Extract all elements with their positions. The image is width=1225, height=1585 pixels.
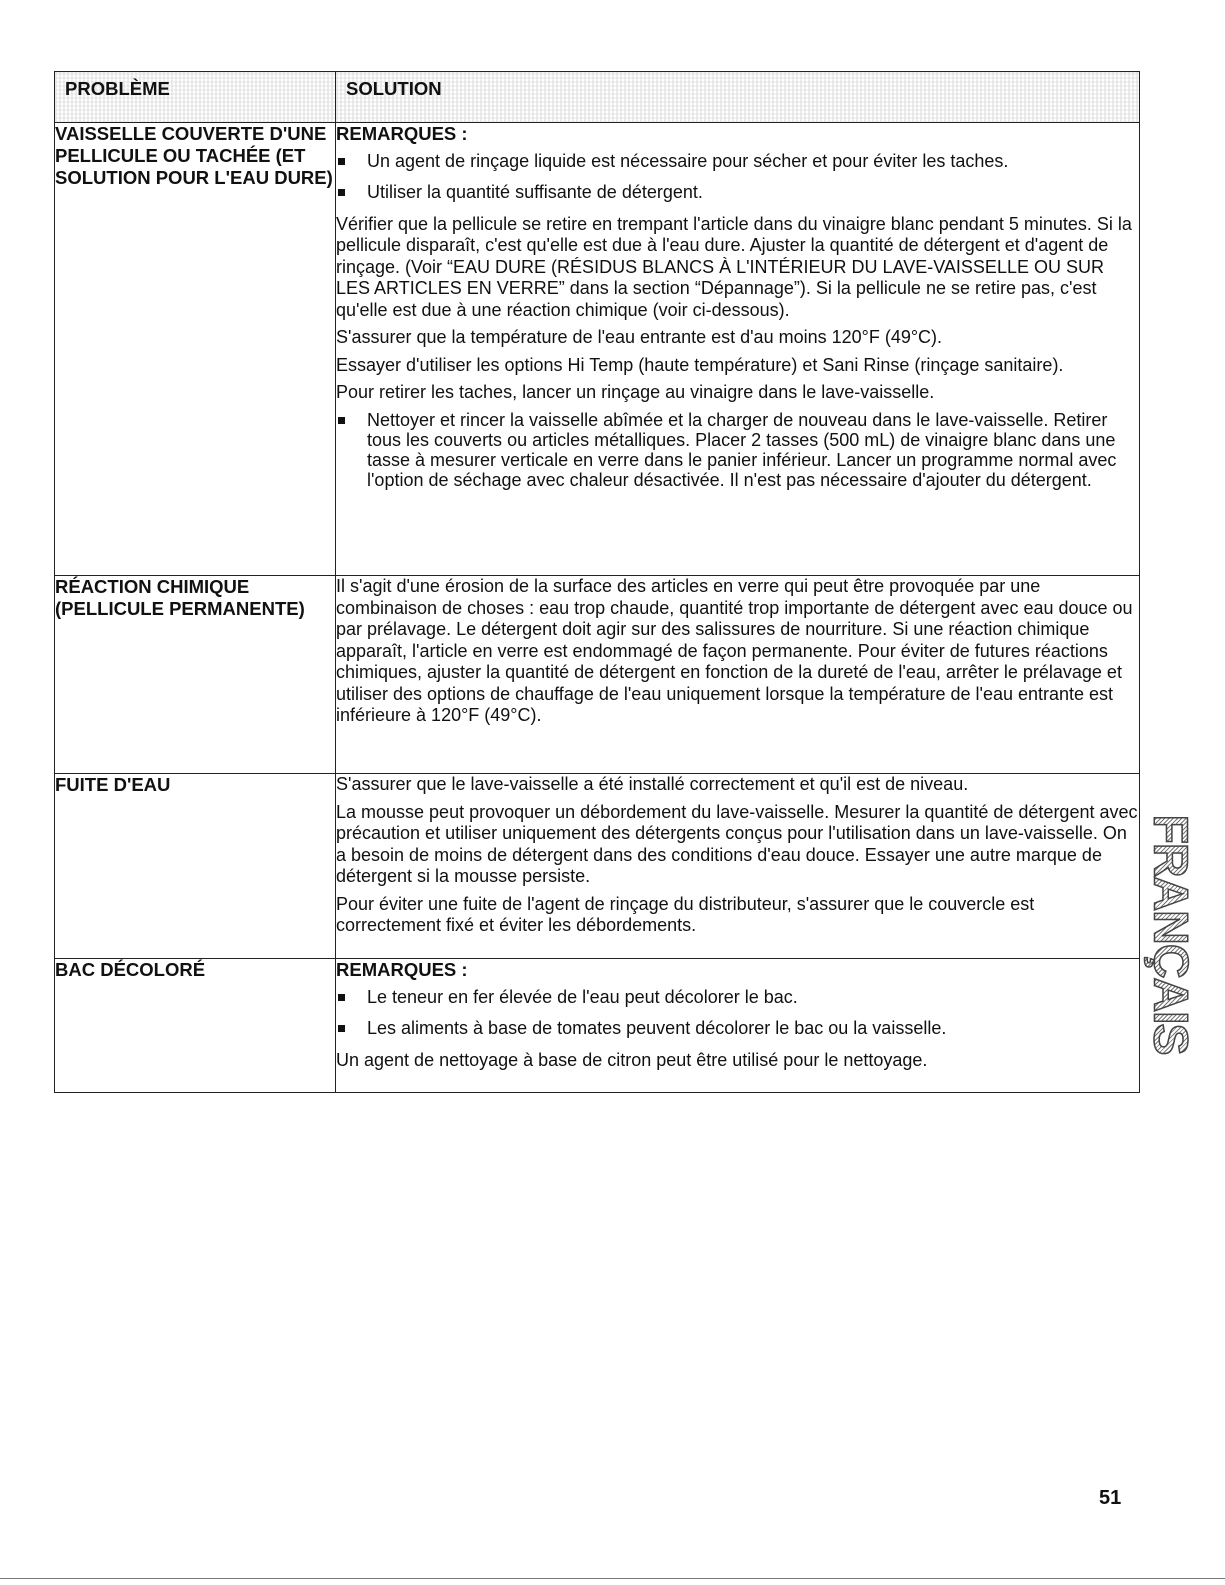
header-solution: SOLUTION [336, 72, 1140, 123]
list-item [336, 1018, 1139, 1040]
header-problem: PROBLÈME [55, 72, 336, 123]
solution-paragraph: Vérifier que la pellicule se retire en trempant l'article dans du vinaigre blanc pendant 5 minutes. Si la pellicule disparaît, c'est qu'elle est due à l'eau dure. Ajuster la quantité de détergent et d'agent de rinçage. (Voir “EAU DURE (RÉSIDUS BLANCS À L'INTÉRIEUR DU LAVE-VAISSELLE OU SUR LES ARTICLES EN VERRE” dans la section “Dépannage”). Si la pellicule ne se retire pas, c'est qu'elle est due à une réaction chimique (voir ci-dessous). [336, 213, 1132, 320]
list-item-text: Utiliser la quantité suffisante de détergent. [367, 182, 703, 202]
solution-paragraph: S'assurer que le lave-vaisselle a été installé correctement et qu'il est de niveau. [336, 774, 969, 794]
table-row [55, 576, 1140, 774]
table-header-row [55, 72, 1140, 123]
solution-paragraph: Un agent de nettoyage à base de citron peut être utilisé pour le nettoyage. [336, 1049, 928, 1070]
solution-cell [336, 123, 1140, 576]
procedure-list [336, 410, 1139, 490]
solution-paragraph: Pour retirer les taches, lancer un rinçage au vinaigre dans le lave-vaisselle. [336, 382, 935, 402]
list-item-text: Un agent de rinçage liquide est nécessaire pour sécher et pour éviter les taches. [367, 150, 1009, 171]
solution-paragraph: S'assurer que la température de l'eau entrante est d'au moins 120°F (49°C). [336, 327, 943, 347]
solution-paragraph: Essayer d'utiliser les options Hi Temp (haute température) et Sani Rinse (rinçage sanitaire). [336, 354, 1064, 375]
table-row [55, 774, 1140, 959]
solution-cell [336, 576, 1140, 774]
bullet-square-icon [338, 158, 345, 165]
list-item [336, 182, 1139, 204]
bullet-square-icon [338, 994, 345, 1001]
bullet-square-icon [338, 189, 345, 196]
remarks-label: REMARQUES : [336, 959, 468, 980]
language-tab-label: FRANÇAIS [1143, 814, 1197, 1055]
problem-title: FUITE D'EAU [55, 774, 171, 795]
list-item [336, 151, 1139, 173]
list-item-text: Les aliments à base de tomates peuvent décolorer le bac ou la vaisselle. [367, 1018, 947, 1038]
troubleshooting-table [54, 71, 1140, 1093]
remarks-label: REMARQUES : [336, 123, 468, 144]
problem-title: RÉACTION CHIMIQUE (PELLICULE PERMANENTE) [55, 576, 305, 619]
problem-cell [55, 959, 336, 1093]
problem-cell [55, 774, 336, 959]
page-bottom-divider [0, 1578, 1225, 1579]
language-side-tab [1143, 793, 1197, 1076]
solution-cell [336, 774, 1140, 959]
page-number: 51 [1099, 1487, 1122, 1509]
remarks-list [336, 987, 1139, 1040]
problem-cell [55, 576, 336, 774]
table-row [55, 123, 1140, 576]
problem-cell [55, 123, 336, 576]
list-item [336, 410, 1139, 490]
list-item-text: Nettoyer et rincer la vaisselle abîmée et la charger de nouveau dans le lave-vaisselle. Retirer tous les couverts ou articles métalliques. Placer 2 tasses (500 mL) de vinaigre blanc dans une tasse à mesurer verticale en verre dans le panier inférieur. Lancer un programme normal avec l'option de séchage avec chaleur désactivée. Il n'est pas nécessaire d'ajouter du détergent. [367, 409, 1117, 490]
solution-paragraph: Il s'agit d'une érosion de la surface des articles en verre qui peut être provoquée par une combinaison de choses : eau trop chaude, quantité trop importante de détergent avec eau douce ou par prélavage. Le détergent doit agir sur des salissures de nourriture. Si une réaction chimique apparaît, l'article en verre est endommagé de façon permanente. Pour éviter de futures réactions chimiques, ajuster la quantité de détergent en fonction de la dureté de l'eau, arrêter le prélavage et utiliser des options de chauffage de l'eau uniquement lorsque la température de l'eau entrante est inférieure à 120°F (49°C). [336, 576, 1133, 725]
solution-paragraph: Pour éviter une fuite de l'agent de rinçage du distributeur, s'assurer que le couvercle est correctement fixé et éviter les débordements. [336, 893, 1035, 935]
solution-cell [336, 959, 1140, 1093]
problem-title: VAISSELLE COUVERTE D'UNE PELLICULE OU TACHÉE (ET SOLUTION POUR L'EAU DURE) [55, 123, 333, 188]
solution-paragraph: La mousse peut provoquer un débordement du lave-vaisselle. Mesurer la quantité de détergent avec précaution et utiliser uniquement des détergents conçus pour l'utilisation dans un lave-vaisselle. On a besoin de moins de détergent dans des conditions d'eau douce. Essayer une autre marque de détergent si la mousse persiste. [336, 801, 1138, 886]
problem-title: BAC DÉCOLORÉ [55, 959, 206, 980]
bullet-square-icon [338, 417, 345, 424]
bullet-square-icon [338, 1025, 345, 1032]
remarks-list [336, 151, 1139, 204]
list-item [336, 987, 1139, 1009]
table-row [55, 959, 1140, 1093]
list-item-text: Le teneur en fer élevée de l'eau peut décolorer le bac. [367, 986, 798, 1007]
